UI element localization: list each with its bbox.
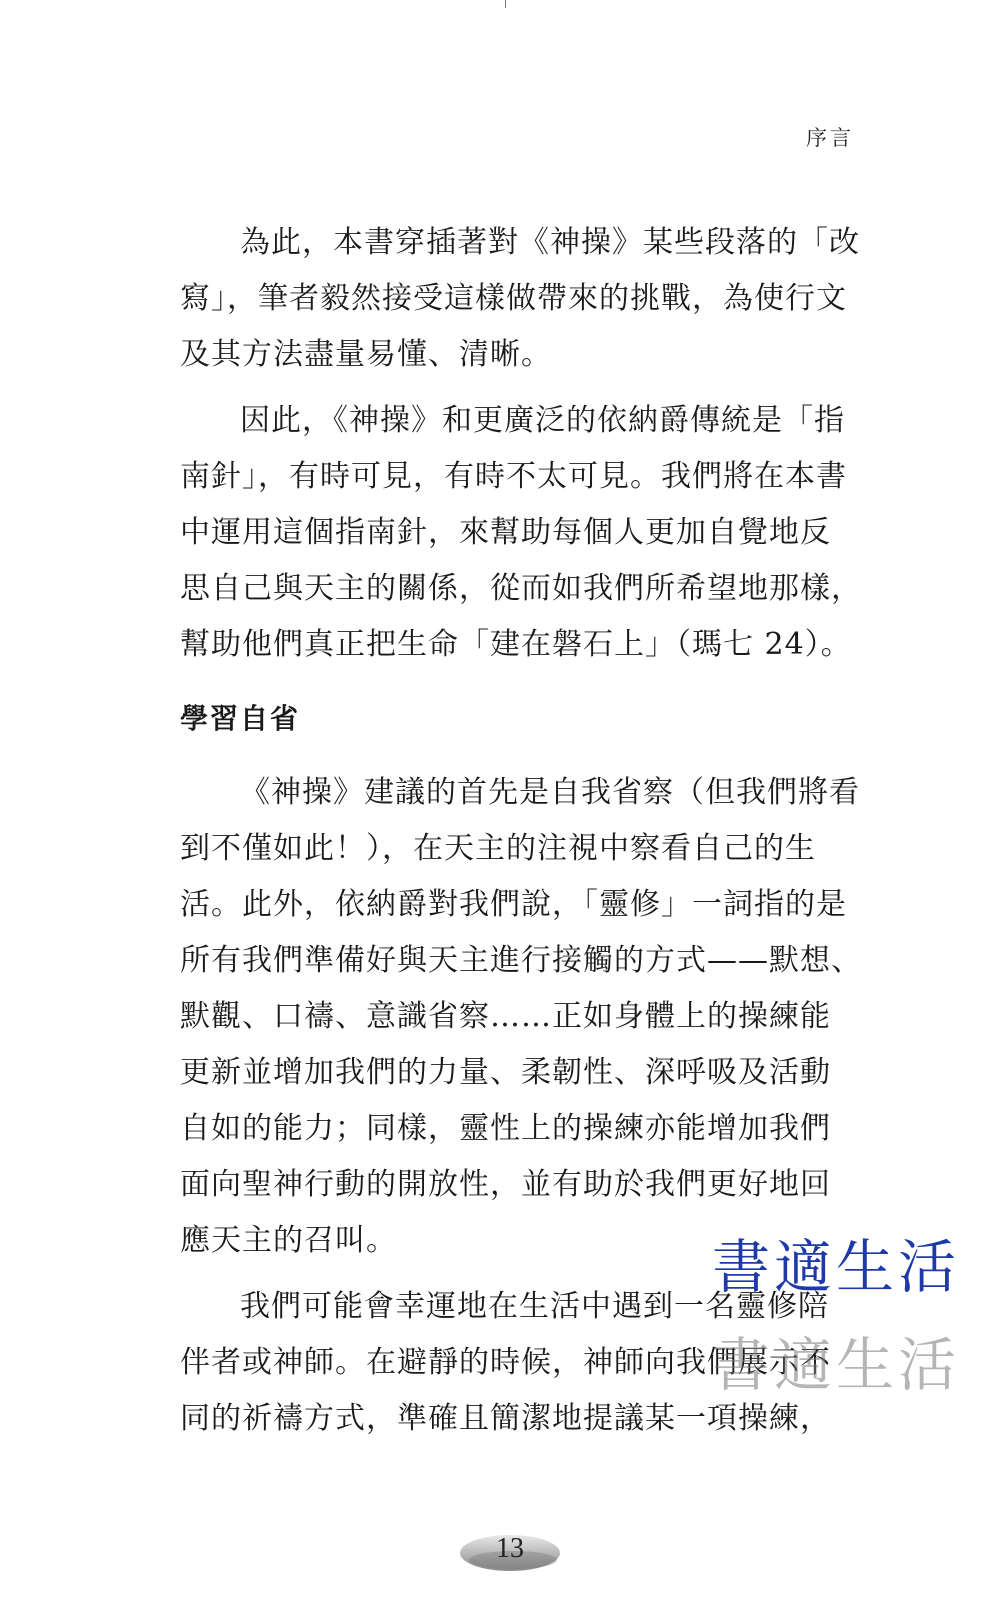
paragraph-gap <box>180 383 856 393</box>
text-line: 南針」，有時可見，有時不太可見。我們將在本書 <box>180 459 847 494</box>
watermark-shadow-text: 書適生活 <box>711 1331 960 1399</box>
text-line: 幫助他們真正把生命「建在磐石上」（瑪七 24）。 <box>180 627 852 662</box>
text-line: 因此，《神操》和更廣泛的依納爵傳統是「指 <box>240 403 845 438</box>
text-line: 活。此外，依納爵對我們說，「靈修」一詞指的是 <box>180 887 847 922</box>
text-line: 伴者或神師。在避靜的時候，神師向我們展示不 <box>180 1345 831 1380</box>
text-line: 所有我們準備好與天主進行接觸的方式——默想、 <box>180 943 862 978</box>
text-line: 為此，本書穿插著對《神操》某些段落的「改 <box>240 225 860 260</box>
text-line: 我們可能會幸運地在生活中遇到一名靈修陪 <box>240 1289 829 1324</box>
watermark-text: 書適生活 <box>711 1233 960 1301</box>
running-head: 序言 <box>806 126 854 150</box>
text-line: 思自己與天主的關係，從而如我們所希望地那樣， <box>180 571 862 606</box>
page-number: 13 <box>496 1533 524 1564</box>
text-line: 應天主的召叫。 <box>180 1223 397 1258</box>
text-line: 中運用這個指南針，來幫助每個人更加自覺地反 <box>180 515 831 550</box>
text-line: 更新並增加我們的力量、柔韌性、深呼吸及活動 <box>180 1055 831 1090</box>
text-line: 默觀、口禱、意識省察……正如身體上的操練能 <box>180 999 831 1034</box>
text-line: 寫」，筆者毅然接受這樣做帶來的挑戰，為使行文 <box>180 281 847 316</box>
text-line: 自如的能力；同樣，靈性上的操練亦能增加我們 <box>180 1111 831 1146</box>
text-line: 同的祈禱方式，準確且簡潔地提議某一項操練， <box>180 1401 831 1436</box>
paragraph-group-1 <box>180 215 862 673</box>
paragraph <box>180 765 862 1269</box>
section-heading: 學習自省 <box>180 702 301 735</box>
page-number-badge <box>455 1527 565 1577</box>
text-line: 及其方法盡量易懂、清晰。 <box>180 337 552 372</box>
text-line: 《神操》建議的首先是自我省察（但我們將看 <box>240 775 860 810</box>
text-line: 到不僅如此！），在天主的注視中察看自己的生 <box>180 831 816 866</box>
paragraph <box>180 393 862 673</box>
top-crop-mark <box>505 0 506 8</box>
text-line: 面向聖神行動的開放性，並有助於我們更好地回 <box>180 1167 831 1202</box>
paragraph <box>180 215 860 383</box>
